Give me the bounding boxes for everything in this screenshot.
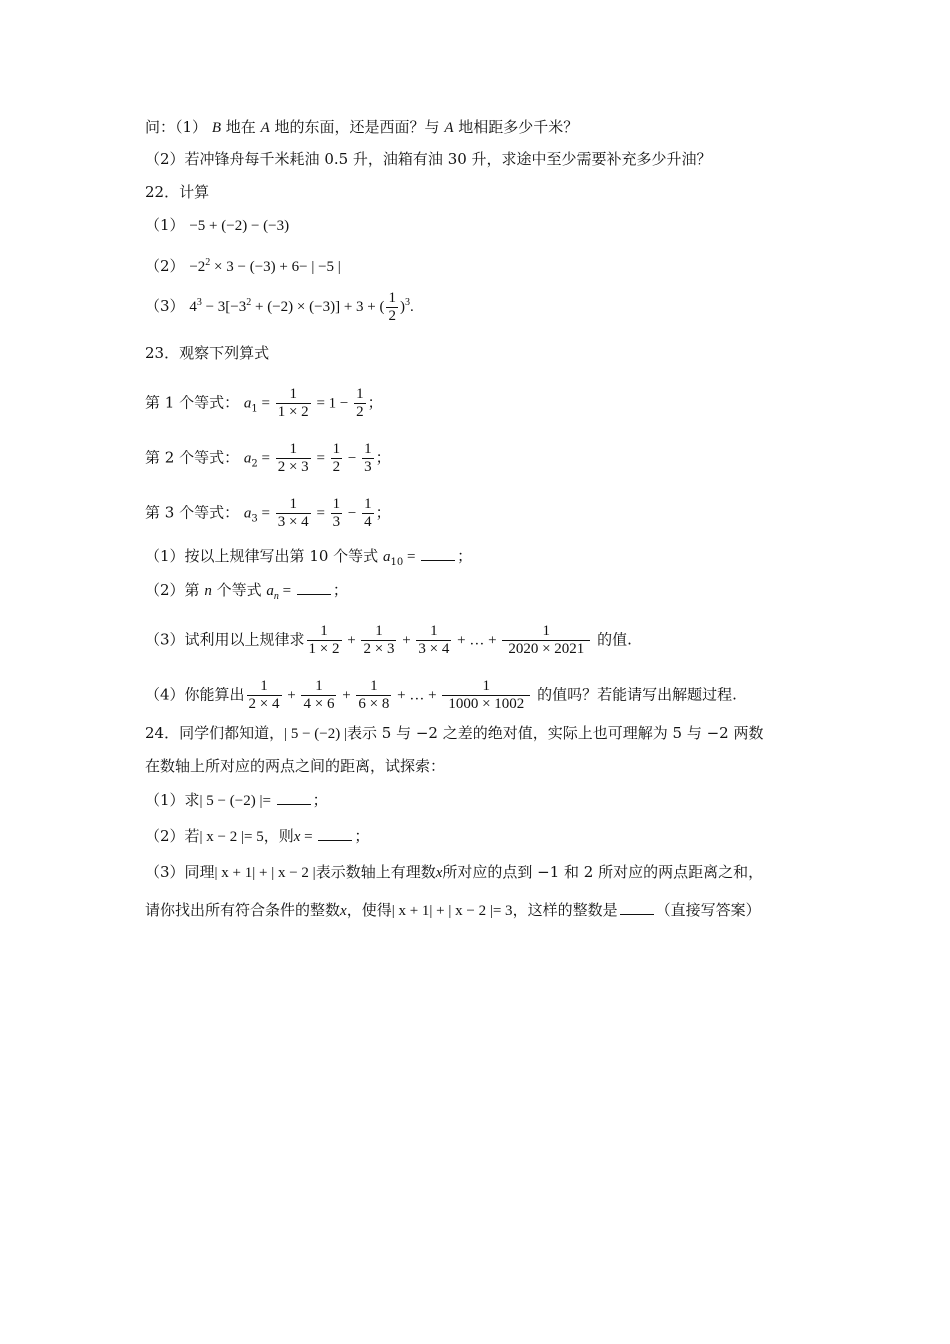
- expression: | 5 − (−2) |: [284, 726, 348, 742]
- var-x: x: [340, 903, 347, 919]
- denominator: 2: [388, 308, 396, 324]
- label: 第 3 个等式：: [145, 503, 240, 522]
- equals: =: [257, 450, 274, 467]
- semicolon: ；: [332, 581, 348, 599]
- denominator: 2: [332, 459, 341, 475]
- numerator: 1: [332, 496, 341, 512]
- equals: =: [278, 583, 295, 599]
- label: （3）: [145, 296, 185, 315]
- fraction: [331, 441, 343, 476]
- expression: | x − 2 |= 5: [199, 829, 264, 845]
- answer-blank[interactable]: [620, 900, 654, 915]
- fraction: [502, 623, 590, 658]
- denominator: 2: [356, 404, 364, 420]
- semicolon: ；: [367, 393, 383, 412]
- semicolon: ；: [375, 448, 391, 467]
- q22-part2: [145, 253, 341, 277]
- text: 地在: [225, 118, 256, 136]
- subscript: 3: [251, 513, 258, 525]
- label: （2）: [145, 257, 185, 275]
- equals: =: [257, 395, 274, 412]
- numerator: 1: [332, 441, 341, 457]
- text: 的值.: [597, 630, 632, 649]
- text: ，则: [263, 827, 294, 845]
- expr-part: −2: [189, 259, 206, 275]
- var-a: a: [266, 583, 274, 599]
- exponent: 2: [246, 296, 252, 308]
- q22-title: 22．计算: [145, 183, 210, 201]
- minus: −: [344, 505, 361, 522]
- var-a: a: [382, 549, 391, 565]
- exponent: 2: [205, 257, 211, 268]
- expr-part: .: [409, 298, 414, 315]
- text: 个等式: [216, 581, 262, 599]
- var-n: n: [204, 583, 212, 599]
- answer-blank[interactable]: [421, 546, 455, 561]
- minus: −: [344, 450, 361, 467]
- denominator: 1000 × 1002: [442, 695, 530, 713]
- ellipsis: + … +: [393, 687, 441, 704]
- equals: =: [300, 829, 317, 845]
- denominator: 4: [364, 514, 372, 530]
- numerator: 1: [260, 678, 268, 694]
- denominator: 1 × 2: [308, 641, 340, 657]
- numerator: 1: [289, 441, 297, 457]
- denominator: 2 × 4: [248, 696, 280, 712]
- semicolon: ；: [312, 791, 328, 809]
- expression: [189, 259, 340, 275]
- q23-eq2: [145, 441, 391, 476]
- answer-blank[interactable]: [277, 790, 311, 805]
- fraction: [356, 678, 391, 713]
- var-a: a: [243, 450, 252, 467]
- numerator: 1: [289, 386, 297, 402]
- numerator: 1: [482, 678, 491, 694]
- fraction: [386, 290, 398, 325]
- subscript: n: [273, 591, 279, 602]
- q23-part2: [145, 580, 348, 607]
- expr-part: ): [399, 298, 405, 315]
- q21-line2: （2）若冲锋舟每千米耗油 0.5 升，油箱有油 30 升，求途中至少需要补充多少升油？: [145, 150, 712, 168]
- equals: =: [312, 450, 329, 467]
- fraction: [276, 496, 311, 531]
- numerator: 1: [430, 623, 438, 639]
- equals: =: [312, 505, 329, 522]
- denominator: 2 × 3: [277, 459, 309, 475]
- numerator: 1: [370, 678, 378, 694]
- fraction: [247, 678, 282, 713]
- fraction: [307, 623, 342, 658]
- q23-title: 23．观察下列算式: [145, 344, 270, 362]
- ellipsis: + … +: [453, 632, 501, 649]
- q23-part1: [145, 546, 472, 573]
- plus: +: [283, 687, 300, 704]
- q24-part3-line1: [145, 862, 763, 883]
- var-a: A: [260, 120, 270, 136]
- expr-part: + (−2) × (−3)] + 3 + (: [251, 298, 385, 315]
- denominator: 3 × 4: [418, 641, 450, 657]
- text: ，这样的整数是: [512, 901, 618, 919]
- text: 24．同学们都知道，: [145, 724, 285, 742]
- denominator: 3 × 4: [277, 514, 309, 530]
- q24-part2: [145, 826, 369, 847]
- text: 问：（1）: [145, 118, 208, 136]
- numerator: 1: [364, 441, 372, 457]
- semicolon: ；: [457, 547, 473, 565]
- q24-intro-line2: 在数轴上所对应的两点之间的距离，试探索：: [145, 757, 446, 775]
- fraction: [276, 441, 311, 476]
- text: 请你找出所有符合条件的整数: [145, 901, 341, 919]
- subscript: 2: [251, 458, 258, 470]
- q22-part1: [145, 215, 289, 236]
- text: 的值吗？若能请写出解题过程.: [537, 685, 737, 704]
- expression: | 5 − (−2) |=: [199, 793, 275, 809]
- text: 表示 5 与 −2 之差的绝对值，实际上也可理解为 5 与 −2 两数: [347, 724, 764, 742]
- label: （1）: [145, 216, 185, 234]
- fraction: [416, 623, 451, 658]
- equals: =: [403, 549, 420, 565]
- text: （2）第: [145, 581, 200, 599]
- expr-part: − 3[−3: [201, 298, 247, 315]
- q23-eq3: [145, 496, 391, 531]
- fraction: [354, 386, 366, 421]
- text: （3）试利用以上规律求: [145, 630, 305, 649]
- var-a: a: [243, 505, 252, 522]
- expr-part: = 1 −: [312, 395, 353, 412]
- exponent: 3: [404, 296, 410, 308]
- answer-blank[interactable]: [318, 826, 352, 841]
- q23-part4: [145, 678, 737, 713]
- text: （2）若: [145, 827, 200, 845]
- numerator: 1: [542, 623, 551, 639]
- fraction: [331, 496, 343, 531]
- text: 地相距多少千米？: [458, 118, 579, 136]
- denominator: 2020 × 2021: [502, 640, 590, 658]
- q23-eq1: [145, 386, 383, 421]
- answer-blank[interactable]: [297, 580, 331, 595]
- numerator: 1: [320, 623, 328, 639]
- subscript: 10: [390, 557, 404, 568]
- text: 所对应的点到 −1 和 2 所对应的两点距离之和，: [442, 863, 764, 881]
- fraction: [361, 623, 396, 658]
- plus: +: [343, 632, 360, 649]
- var-a: A: [444, 120, 454, 136]
- var-x: x: [293, 829, 301, 845]
- expr-part: 4: [189, 298, 197, 315]
- fraction: [276, 386, 311, 421]
- plus: +: [398, 632, 415, 649]
- text: （1）求: [145, 791, 200, 809]
- q22-part3: [145, 290, 414, 325]
- exponent: 3: [196, 296, 202, 308]
- denominator: 2 × 3: [363, 641, 395, 657]
- expression: [189, 290, 414, 324]
- expr-part: × 3 − (−3) + 6− | −5 |: [210, 259, 341, 275]
- expression: −5 + (−2) − (−3): [189, 218, 290, 234]
- semicolon: ；: [375, 503, 391, 522]
- q21-line1: [145, 117, 578, 138]
- text: 表示数轴上有理数: [315, 863, 436, 881]
- numerator: 1: [315, 678, 323, 694]
- numerator: 1: [388, 290, 396, 306]
- fraction: [362, 441, 374, 476]
- text: 地的东面，还是西面？与: [274, 118, 440, 136]
- expression: | x + 1| + | x − 2 |= 3: [391, 903, 513, 919]
- plus: +: [338, 687, 355, 704]
- semicolon: ；: [354, 827, 370, 845]
- denominator: 3: [332, 514, 341, 530]
- subscript: 1: [251, 403, 258, 415]
- label: 第 2 个等式：: [145, 448, 240, 467]
- fraction: [362, 496, 374, 531]
- q24-intro-line1: [145, 723, 763, 744]
- text: ，使得: [346, 901, 392, 919]
- text: （4）你能算出: [145, 685, 245, 704]
- numerator: 1: [375, 623, 383, 639]
- fraction: [301, 678, 336, 713]
- denominator: 1 × 2: [277, 404, 309, 420]
- denominator: 3: [364, 459, 372, 475]
- expression: | x + 1| + | x − 2 |: [214, 865, 316, 881]
- q24-part1: [145, 790, 328, 811]
- text: （3）同理: [145, 863, 215, 881]
- numerator: 1: [364, 496, 372, 512]
- label: 第 1 个等式：: [145, 393, 240, 412]
- fraction: [442, 678, 530, 713]
- var-a: a: [243, 395, 252, 412]
- q23-part3: [145, 623, 632, 658]
- numerator: 1: [289, 496, 297, 512]
- denominator: 6 × 8: [358, 696, 390, 712]
- numerator: 1: [356, 386, 364, 402]
- q24-part3-line2: [145, 900, 761, 921]
- var-b: B: [211, 120, 221, 136]
- text: （1）按以上规律写出第 10 个等式: [145, 547, 379, 565]
- equals: =: [257, 505, 274, 522]
- denominator: 4 × 6: [303, 696, 335, 712]
- text: （直接写答案）: [655, 901, 761, 919]
- var-x: x: [435, 865, 443, 881]
